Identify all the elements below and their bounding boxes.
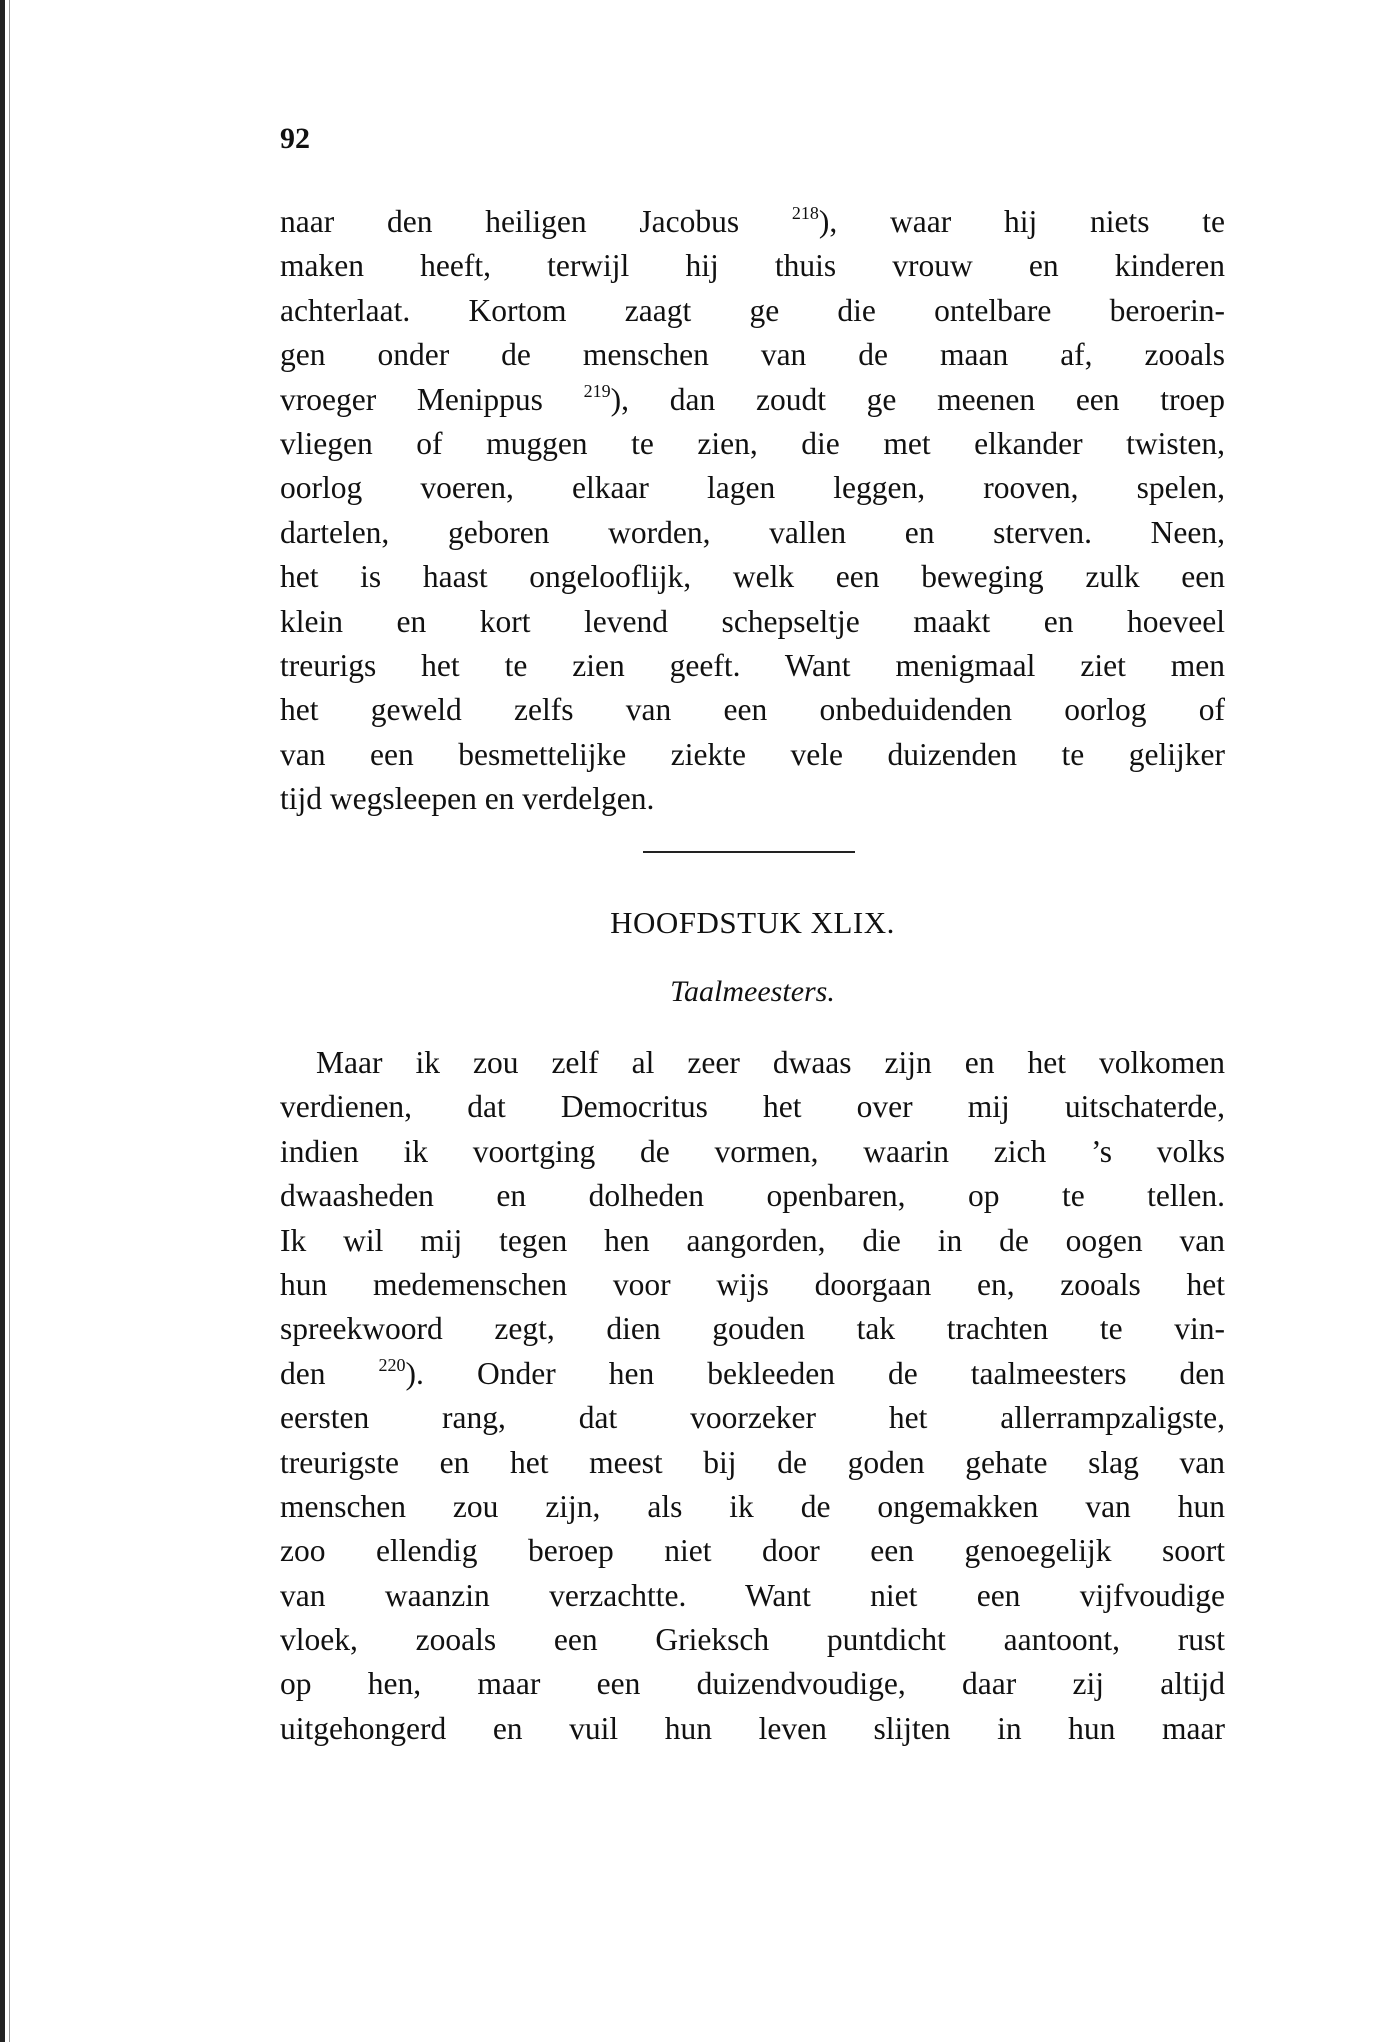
line-text: van een besmettelijke ziekte vele duizenden te gelijker <box>280 736 1225 772</box>
line-text: van waanzin verzachtte. Want niet een vijfvoudige <box>280 1577 1225 1613</box>
line-text: dartelen, geboren worden, vallen en sterven. Neen, <box>280 514 1225 550</box>
line-text: hun medemenschen voor wijs doorgaan en, zooals het <box>280 1266 1225 1302</box>
line-text: menschen zou zijn, als ik de ongemakken van hun <box>280 1488 1225 1524</box>
text-line <box>280 1618 1225 1662</box>
line-text: spreekwoord zegt, dien gouden tak trachten te vin- <box>280 1311 1225 1347</box>
text-line <box>280 600 1225 644</box>
text-line <box>280 1041 1225 1085</box>
line-text: dwaasheden en dolheden openbaren, op te tellen. <box>280 1178 1225 1214</box>
text-line <box>280 378 1225 422</box>
text-line <box>280 200 1225 244</box>
text-line <box>280 1219 1225 1263</box>
text-line <box>280 1352 1225 1396</box>
chapter-heading: HOOFDSTUK XLIX. <box>610 905 895 940</box>
paragraph-2 <box>280 1041 1225 1751</box>
line-text: treurigste en het meest bij de goden gehate slag van <box>280 1444 1225 1480</box>
line-text: vliegen of muggen te zien, die met elkander twisten, <box>280 425 1225 461</box>
line-text: het is haast ongelooflijk, welk een beweging zulk een <box>280 559 1225 595</box>
text-line <box>280 1085 1225 1129</box>
section-divider <box>643 851 855 853</box>
text-line <box>280 1396 1225 1440</box>
line-text: zoo ellendig beroep niet door een genoegelijk soort <box>280 1533 1225 1569</box>
line-text: ), waar hij niets te <box>818 204 1225 239</box>
line-text: oorlog voeren, elkaar lagen leggen, rooven, spelen, <box>280 470 1225 506</box>
line-text: naar den heiligen Jacobus <box>280 204 792 239</box>
line-text: vloek, zooals een Grieksch puntdicht aantoont, rust <box>280 1622 1225 1658</box>
line-text: verdienen, dat Democritus het over mij uitschaterde, <box>280 1089 1225 1125</box>
text-line <box>280 1441 1225 1485</box>
line-text: ). Onder hen bekleeden de taalmeesters den <box>405 1355 1226 1391</box>
text-line <box>280 1263 1225 1307</box>
line-text: op hen, maar een duizendvoudige, daar zij altijd <box>280 1666 1225 1702</box>
line-text: indien ik voortging de vormen, waarin zich ’s volks <box>280 1133 1225 1169</box>
text-line <box>280 289 1225 333</box>
scan-edge-line <box>9 0 10 2042</box>
text-line <box>280 777 1225 821</box>
text-line <box>280 733 1225 777</box>
text-line <box>280 333 1225 377</box>
scan-edge <box>0 0 5 2042</box>
page-number: 92 <box>280 122 310 155</box>
text-line <box>280 1662 1225 1706</box>
chapter-subtitle: Taalmeesters. <box>670 975 835 1008</box>
text-line <box>280 1485 1225 1529</box>
text-line <box>280 555 1225 599</box>
text-line <box>280 466 1225 510</box>
footnote-reference: 220 <box>378 1354 406 1375</box>
line-text: treurigs het te zien geeft. Want menigmaal ziet men <box>280 647 1225 683</box>
line-text: uitgehongerd en vuil hun leven slijten in hun maar <box>280 1710 1225 1746</box>
text-line <box>280 1574 1225 1618</box>
text-line <box>280 1529 1225 1573</box>
line-text: gen onder de menschen van de maan af, zooals <box>280 337 1225 373</box>
text-line <box>280 1174 1225 1218</box>
line-text: tijd wegsleepen en verdelgen. <box>280 781 655 817</box>
line-text: den <box>280 1355 379 1391</box>
text-line <box>280 422 1225 466</box>
text-line <box>280 1307 1225 1351</box>
line-text: eersten rang, dat voorzeker het allerrampzaligste, <box>280 1400 1225 1436</box>
line-text: het geweld zelfs van een onbeduidenden oorlog of <box>280 692 1225 728</box>
line-text: achterlaat. Kortom zaagt ge die ontelbare beroerin- <box>280 292 1225 328</box>
line-text: klein en kort levend schepseltje maakt en hoeveel <box>280 603 1225 639</box>
text-line <box>280 1130 1225 1174</box>
paragraph-1 <box>280 200 1225 821</box>
text-line <box>280 244 1225 288</box>
text-line <box>280 1707 1225 1751</box>
line-text: Ik wil mij tegen hen aangorden, die in de oogen van <box>280 1222 1225 1258</box>
text-line <box>280 688 1225 732</box>
line-text: ), dan zoudt ge meenen een troep <box>610 381 1225 417</box>
text-line <box>280 644 1225 688</box>
footnote-reference: 218 <box>791 203 819 223</box>
text-line <box>280 511 1225 555</box>
footnote-reference: 219 <box>583 380 611 401</box>
line-text: maken heeft, terwijl hij thuis vrouw en kinderen <box>280 248 1225 284</box>
line-text: Maar ik zou zelf al zeer dwaas zijn en het volkomen <box>316 1045 1225 1080</box>
line-text: vroeger Menippus <box>280 381 584 417</box>
